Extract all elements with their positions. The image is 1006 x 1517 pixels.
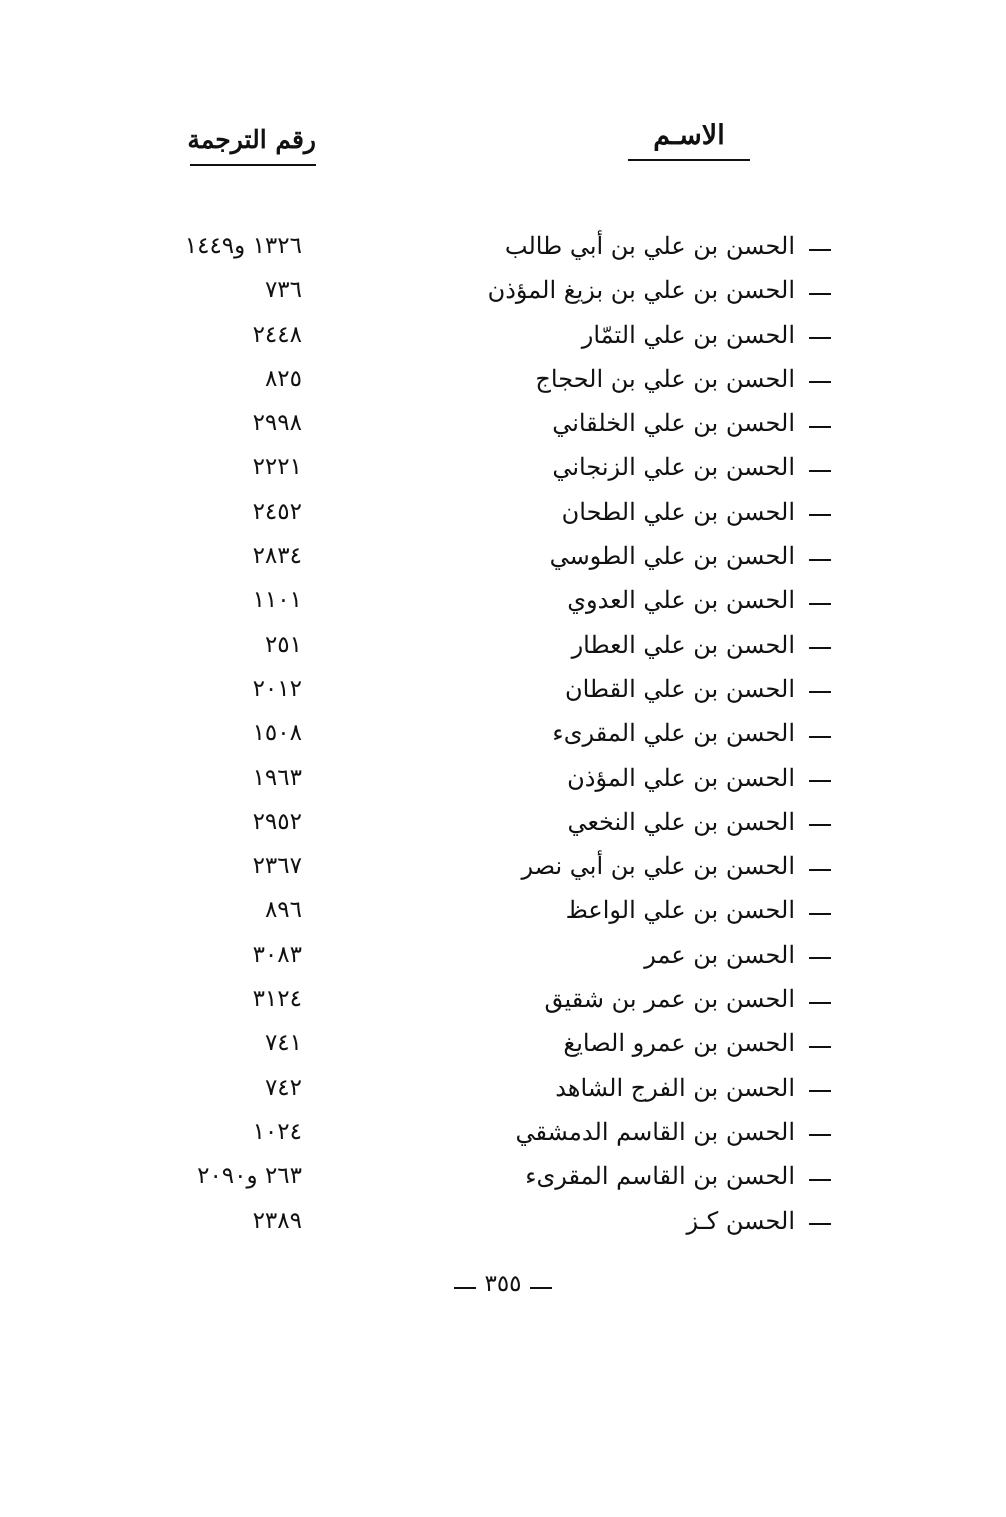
entry-dash <box>809 1223 831 1225</box>
list-item <box>0 270 1006 314</box>
entry-dash <box>809 514 831 516</box>
entry-number: ١٩٦٣ <box>252 764 302 791</box>
entry-name <box>550 536 831 576</box>
entry-name-text: الحسن بن علي التمّار <box>581 320 795 349</box>
entry-name <box>521 846 831 886</box>
entry-name-text: الحسن بن عمر <box>644 940 795 969</box>
entry-number: ٧٣٦ <box>264 277 302 304</box>
list-item <box>0 536 1006 580</box>
entry-number: ١٣٢٦ و١٤٤٩ <box>184 233 302 259</box>
entry-number: ٢٣٦٧ <box>252 853 302 880</box>
entry-dash <box>809 1046 831 1048</box>
entry-dash <box>809 249 831 251</box>
entry-number: ٧٤١ <box>264 1030 302 1057</box>
entry-name-text: الحسن بن علي القطان <box>564 674 795 703</box>
entry-name-text: الحسن بن علي الزنجاني <box>552 453 795 482</box>
entry-name <box>552 403 831 443</box>
entry-name-text: الحسن بن القاسم الدمشقي <box>515 1117 795 1146</box>
list-item <box>0 758 1006 802</box>
name-column-header: الاسـم <box>628 120 750 161</box>
entry-dash <box>809 470 831 472</box>
entry-name <box>572 625 831 665</box>
entry-name <box>567 802 831 842</box>
entry-name <box>565 669 831 709</box>
entry-dash <box>809 647 831 649</box>
list-item <box>0 979 1006 1023</box>
entry-number: ١١٠١ <box>252 587 302 614</box>
entry-name-text: الحسن بن علي الواعظ <box>565 896 795 925</box>
list-item <box>0 669 1006 713</box>
entry-name-text: الحسن بن علي العدوي <box>567 586 795 615</box>
entry-number: ٢٦٣ و٢٠٩٠ <box>197 1163 302 1190</box>
entry-dash <box>809 691 831 693</box>
entry-name <box>567 580 831 620</box>
number-column-header: رقم الترجمة <box>190 125 316 166</box>
list-item <box>0 802 1006 846</box>
entry-number: ٢٥١ <box>264 631 302 658</box>
entry-dash <box>809 1002 831 1004</box>
entry-dash <box>809 736 831 738</box>
entry-name <box>582 315 831 355</box>
list-item <box>0 226 1006 270</box>
list-item <box>0 713 1006 757</box>
entry-dash <box>809 293 831 295</box>
list-item <box>0 935 1006 979</box>
entry-dash <box>809 780 831 782</box>
entry-name <box>555 1068 831 1108</box>
entry-dash <box>809 913 831 915</box>
page-number: ٣٥٥ <box>484 1271 522 1297</box>
entry-name-text: الحسن بن علي العطار <box>571 630 795 659</box>
list-item <box>0 1068 1006 1112</box>
footer-dash-right <box>530 1287 552 1289</box>
entry-name-text: الحسن بن علي النخعي <box>567 807 795 836</box>
entry-name <box>567 758 831 798</box>
list-item <box>0 1023 1006 1067</box>
entry-dash <box>809 559 831 561</box>
entry-name-text: الحسن بن علي المقرىء <box>552 719 795 748</box>
entry-dash <box>809 337 831 339</box>
entry-number: ٢٣٨٩ <box>252 1207 302 1234</box>
entry-name-text: الحسن بن علي الخلقاني <box>552 409 795 438</box>
entry-number: ٢٤٥٢ <box>252 498 302 525</box>
entry-number: ٢٩٩٨ <box>252 410 302 437</box>
entry-number: ٧٤٢ <box>264 1074 302 1101</box>
entry-dash <box>809 603 831 605</box>
entries-list <box>0 226 1006 1245</box>
entry-name-text: الحسن بن علي بن بزيغ المؤذن <box>487 276 795 305</box>
entry-number: ٢٨٣٤ <box>252 543 302 570</box>
entry-name <box>687 1201 831 1241</box>
list-item <box>0 359 1006 403</box>
list-item <box>0 1201 1006 1245</box>
entry-dash <box>809 869 831 871</box>
entry-dash <box>809 824 831 826</box>
entry-dash <box>809 957 831 959</box>
list-item <box>0 625 1006 669</box>
page-footer <box>0 1271 1006 1297</box>
entry-name-text: الحسن بن علي الطوسي <box>549 542 795 571</box>
entry-name <box>516 1112 832 1152</box>
entry-number: ١٥٠٨ <box>252 720 302 747</box>
entry-dash <box>809 1179 831 1181</box>
list-item <box>0 492 1006 536</box>
entry-name-text: الحسن بن القاسم المقرىء <box>525 1162 795 1191</box>
entry-name-text: الحسن بن علي المؤذن <box>567 763 795 792</box>
list-item <box>0 890 1006 934</box>
entry-dash <box>809 1134 831 1136</box>
entry-name-text: الحسن بن الفرج الشاهد <box>555 1073 795 1102</box>
entry-number: ٢٩٥٢ <box>252 808 302 835</box>
entry-dash <box>809 426 831 428</box>
entry-number: ٨٢٥ <box>264 365 302 392</box>
entry-name <box>544 979 831 1019</box>
entry-name <box>525 1156 831 1196</box>
entry-name <box>563 1023 831 1063</box>
entry-name-text: الحسن كـز <box>686 1206 795 1235</box>
entry-name-text: الحسن بن علي بن أبي طالب <box>504 232 795 260</box>
entry-number: ٣١٢٤ <box>252 986 302 1013</box>
entry-number: ٨٩٦ <box>264 897 302 924</box>
footer-dash-left <box>454 1287 476 1289</box>
list-item <box>0 580 1006 624</box>
entry-name <box>488 270 831 310</box>
entry-name <box>535 359 831 399</box>
entry-name <box>552 713 831 753</box>
entry-dash <box>809 381 831 383</box>
entry-name-text: الحسن بن علي بن أبي نصر <box>521 852 795 881</box>
entry-name <box>552 447 831 487</box>
list-item <box>0 1112 1006 1156</box>
entry-name <box>562 492 831 532</box>
entry-number: ١٠٢٤ <box>252 1118 302 1145</box>
entry-dash <box>809 1090 831 1092</box>
entry-name-text: الحسن بن عمر بن شقيق <box>544 985 795 1014</box>
entry-number: ٣٠٨٣ <box>252 941 302 968</box>
entry-name <box>566 890 831 930</box>
entry-number: ٢٠١٢ <box>252 675 302 702</box>
list-item <box>0 403 1006 447</box>
entry-name-text: الحسن بن عمرو الصايغ <box>563 1029 795 1058</box>
entry-name-text: الحسن بن علي الطحان <box>561 497 795 526</box>
list-item <box>0 315 1006 359</box>
entry-number: ٢٤٤٨ <box>252 321 302 348</box>
entry-name <box>505 226 831 266</box>
list-item <box>0 447 1006 491</box>
entry-name-text: الحسن بن علي بن الحجاج <box>535 364 795 393</box>
list-item <box>0 1156 1006 1200</box>
entry-name <box>644 935 831 975</box>
list-item <box>0 846 1006 890</box>
entry-number: ٢٢٢١ <box>252 454 302 481</box>
